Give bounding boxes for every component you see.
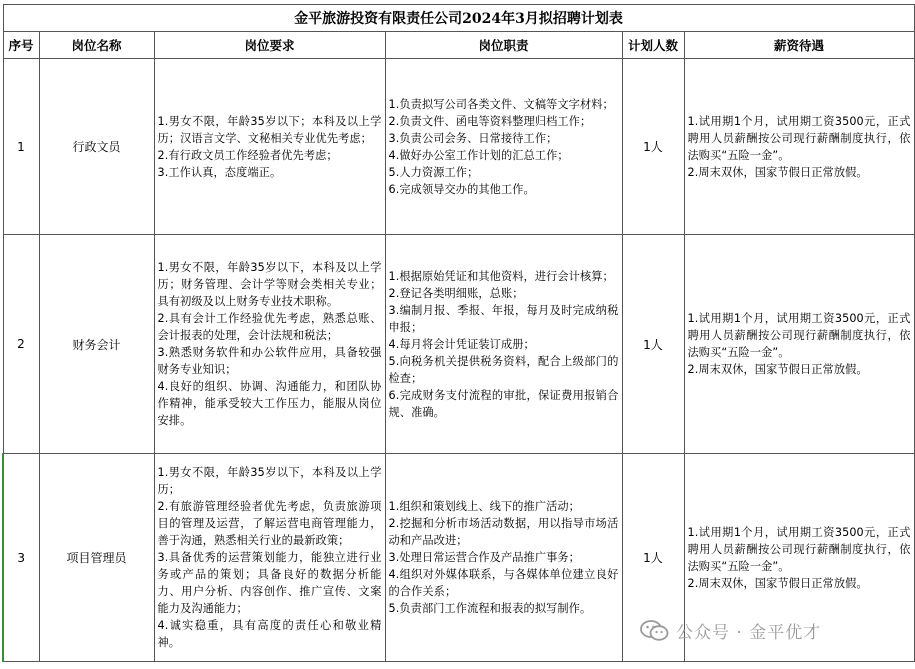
table-row: [3, 235, 914, 454]
row-no[interactable]: 1: [3, 59, 39, 235]
duty-line: 1.组织和策划线上、线下的推广活动；: [388, 500, 580, 513]
row-duties[interactable]: [385, 454, 622, 662]
requirement-line: 1.男女不限，年龄35岁以下；本科及以上学历；汉语言文学、文秘相关专业优先考虑；: [157, 114, 382, 145]
header-no: 序号: [3, 32, 39, 59]
header-duties: 岗位职责: [385, 32, 622, 59]
duty-line: 2.负责文件、函电等资料整理归档工作；: [388, 114, 592, 128]
requirement-line: 3.工作认真，态度端正。: [157, 165, 282, 179]
row-position[interactable]: 行政文员: [39, 59, 154, 235]
duty-line: 4.做好办公室工作计划的汇总工作；: [388, 148, 569, 162]
watermark-text: 公众号 · 金平优才: [676, 623, 822, 643]
row-requirements[interactable]: [154, 59, 385, 235]
row-position[interactable]: 项目管理员: [39, 454, 154, 662]
row-position[interactable]: 财务会计: [39, 235, 154, 454]
row-salary[interactable]: [684, 235, 914, 454]
row-duties[interactable]: [385, 235, 622, 454]
table-row: [3, 59, 914, 235]
header-salary: 薪资待遇: [684, 32, 914, 59]
duty-line: 3.处理日常运营合作及产品推广事务；: [388, 551, 580, 564]
row-requirements[interactable]: [154, 454, 385, 662]
requirement-line: 4.诚实稳重，具有高度的责任心和敬业精神。: [157, 619, 382, 649]
requirement-line: 1.男女不限，年龄35岁以下，本科及以上学历；: [157, 466, 382, 496]
duty-line: 3.编制月报、季报、年报，每月及时完成纳税申报；: [388, 303, 619, 334]
duty-line: 1.根据原始凭证和其他资料，进行会计核算；: [388, 269, 614, 283]
requirement-line: 2.具有会计工作经验优先考虑，熟悉总账、会计报表的处理，会计法规和税法；: [157, 312, 382, 342]
salary-line: 1.试用期1个月，试用期工资3500元，正式聘用人员薪酬按公司现行薪酬制度执行，依法购买“五险一金”。: [687, 312, 911, 359]
requirement-line: 3.具备优秀的运营策划能力，能独立进行业务或产品的策划；具备良好的数据分析能力、用户分析、内容创作、推广宣传、文案能力及沟通能力；: [157, 551, 382, 615]
row-duties[interactable]: [385, 59, 622, 235]
duty-line: 4.组织对外媒体联系，与各媒体单位建立良好的合作关系；: [388, 568, 619, 598]
duty-line: 6.完成领导交办的其他工作。: [388, 182, 535, 196]
salary-line: 2.周末双休，国家节假日正常放假。: [687, 576, 868, 590]
wechat-icon: [640, 619, 670, 643]
requirement-line: 3.熟悉财务软件和办公软件应用，具备较强财务专业知识；: [157, 346, 382, 376]
header-requirements: 岗位要求: [154, 32, 385, 59]
salary-line: 2.周末双休，国家节假日正常放假。: [687, 165, 868, 179]
requirement-line: 4.良好的组织、协调、沟通能力，和团队协作精神，能承受较大工作压力，能服从岗位安排。: [157, 380, 382, 427]
row-no[interactable]: 2: [3, 235, 39, 454]
duty-line: 3.负责公司会务、日常接待工作；: [388, 131, 558, 145]
row-salary[interactable]: [684, 59, 914, 235]
requirement-line: 2.有旅游管理经验者优先考虑，负责旅游项目的管理及运营，了解运营电商管理能力，善于沟通，熟悉相关行业的最新政策；: [157, 500, 382, 547]
duty-line: 6.完成财务支付流程的审批，保证费用报销合规、准确。: [388, 388, 619, 419]
row-count[interactable]: 1人: [622, 59, 684, 235]
row-no[interactable]: 3: [3, 454, 39, 662]
recruitment-table: [2, 4, 915, 662]
header-row: [3, 32, 914, 59]
salary-line: 2.周末双休，国家节假日正常放假。: [687, 363, 868, 376]
duty-line: 4.每月将会计凭证装订成册；: [388, 337, 535, 351]
salary-line: 1.试用期1个月，试用期工资3500元，正式聘用人员薪酬按公司现行薪酬制度执行，依法购买“五险一金”。: [687, 114, 911, 162]
salary-line: 1.试用期1个月，试用期工资3500元，正式聘用人员薪酬按公司现行薪酬制度执行，依法购买“五险一金”。: [687, 525, 911, 573]
header-count: 计划人数: [622, 32, 684, 59]
requirement-line: 1.男女不限，年龄35岁以下，本科及以上学历；财务管理、会计学等财会类相关专业；具有初级及以上财务专业技术职称。: [157, 261, 382, 308]
requirement-line: 2.有行政文员工作经验者优先考虑；: [157, 148, 338, 162]
duty-line: 1.负责拟写公司各类文件、文稿等文字材料；: [388, 97, 614, 111]
row-count[interactable]: 1人: [622, 454, 684, 662]
table-title: 金平旅游投资有限责任公司2024年3月拟招聘计划表: [3, 5, 914, 32]
header-position: 岗位名称: [39, 32, 154, 59]
duty-line: 5.向税务机关提供税务资料，配合上级部门的检查；: [388, 354, 619, 385]
duty-line: 2.登记各类明细账，总账；: [388, 286, 524, 300]
duty-line: 5.负责部门工作流程和报表的拟写制作。: [388, 602, 592, 615]
watermark: [640, 618, 821, 643]
duty-line: 2.挖掘和分析市场活动数据，用以指导市场活动和产品改进；: [388, 517, 619, 547]
row-count[interactable]: 1人: [622, 235, 684, 454]
row-requirements[interactable]: [154, 235, 385, 454]
duty-line: 5.人力资源工作；: [388, 165, 479, 179]
